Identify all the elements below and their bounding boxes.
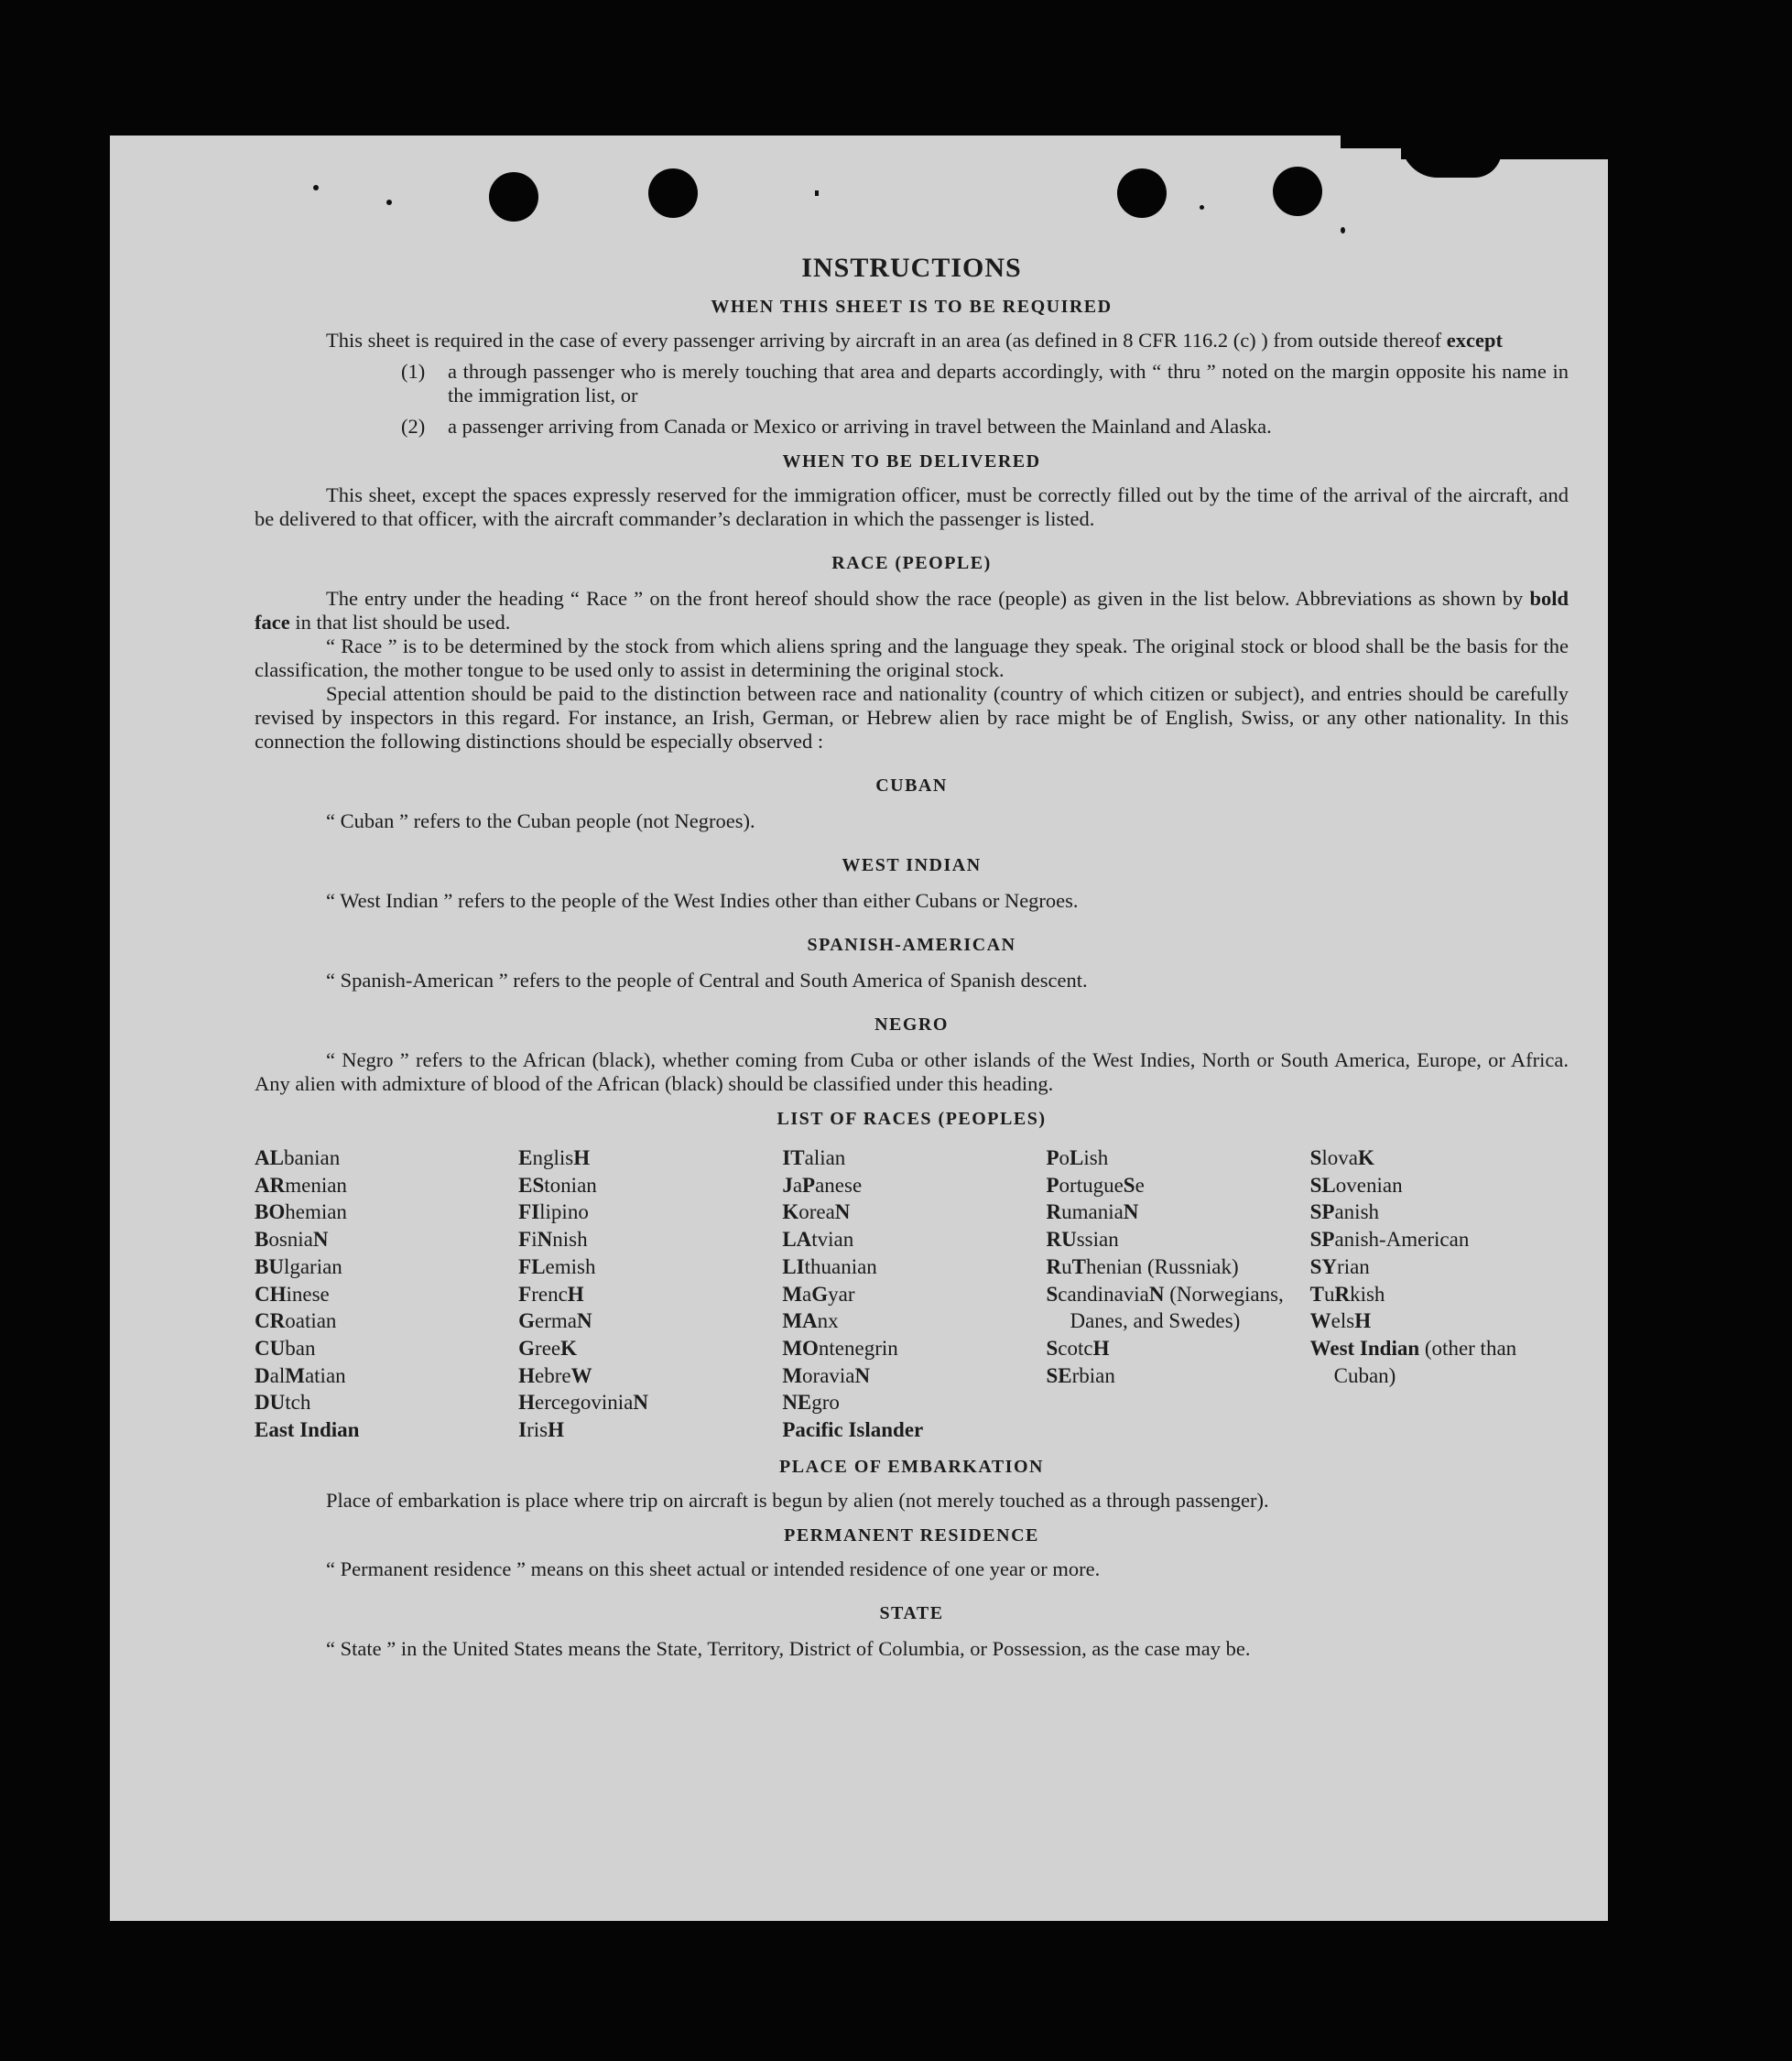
punch-hole [648, 168, 698, 218]
race-column [255, 1144, 518, 1444]
torn-corner [1341, 136, 1423, 148]
race-paragraph-3: Special attention should be paid to the distinction between race and nationality (country of which citizen or subject), and entries should be carefully revised by inspectors in this regard. For instance, an Irish, German, or Hebrew alien by race might be of English, Swiss, or any other nationality. In this connection the following distinctions should be especially observed : [255, 682, 1569, 753]
heading-negro: NEGRO [874, 1014, 949, 1035]
race-entry: BOhemian [255, 1200, 347, 1224]
exception-item: (2) a passenger arriving from Canada or Mexico or arriving in travel between the Mainland and Alaska. [401, 415, 1272, 438]
race-entry: EStonian [518, 1173, 597, 1197]
west-indian-paragraph: “ West Indian ” refers to the people of the West Indies other than either Cubans or Negroes. [326, 889, 1079, 912]
race-entry: FIlipino [518, 1200, 589, 1224]
race-entry: EnglisH [518, 1146, 591, 1169]
state-paragraph: “ State ” in the United States means the State, Territory, District of Columbia, or Possession, as the case may be. [326, 1636, 1251, 1660]
speck [313, 185, 319, 190]
heading-state: STATE [879, 1602, 944, 1623]
race-entry: WelsH [1309, 1309, 1372, 1333]
race-entry: LIthuanian [782, 1254, 877, 1278]
race-entry: CUban [255, 1336, 316, 1360]
speck [815, 190, 819, 196]
heading-west-indian: WEST INDIAN [842, 855, 982, 875]
heading-race: RACE (PEOPLE) [831, 553, 992, 573]
race-entry: LAtvian [782, 1228, 854, 1252]
race-column [1310, 1144, 1569, 1444]
race-column [1046, 1144, 1309, 1444]
embarkation-paragraph: Place of embarkation is place where trip on aircraft is begun by alien (not merely touched as a through passenger). [326, 1488, 1269, 1512]
page-title: INSTRUCTIONS [801, 253, 1022, 283]
race-entry: SPanish [1309, 1200, 1380, 1224]
race-entry: BUlgarian [255, 1254, 342, 1278]
speck [1200, 205, 1204, 210]
race-entry: SlovaK [1309, 1146, 1374, 1169]
race-entry: IrisH [518, 1418, 564, 1442]
race-entry: RuThenian (Russniak) [1046, 1254, 1239, 1278]
race-entry: Pacific Islander [782, 1418, 924, 1442]
delivered-paragraph: This sheet, except the spaces expressly reserved for the immigration officer, must be correctly filled out by the time of the arrival of the aircraft, and be delivered to that officer, with the aircraft commander’s declaration in which the passenger is listed. [255, 483, 1569, 530]
race-entry: DUtch [255, 1391, 311, 1415]
race-entry: MoraviaN [782, 1363, 871, 1387]
race-entry: TuRkish [1309, 1282, 1385, 1306]
heading-spanish-american: SPANISH-AMERICAN [807, 935, 1016, 955]
punch-hole [1117, 168, 1167, 218]
race-entry: FrencH [518, 1282, 584, 1306]
residence-paragraph: “ Permanent residence ” means on this sheet actual or intended residence of one year or more. [326, 1557, 1101, 1580]
race-entry: DalMatian [255, 1363, 346, 1387]
race-entry: East Indian [255, 1418, 360, 1442]
race-entry: KoreaN [782, 1200, 851, 1224]
race-entry: GreeK [518, 1336, 578, 1360]
race-entry: FLemish [518, 1254, 596, 1278]
race-entry: ScotcH [1046, 1336, 1110, 1360]
document-sheet [110, 136, 1608, 1921]
race-column [518, 1144, 782, 1444]
speck [1341, 227, 1345, 233]
race-entry: MOntenegrin [782, 1336, 898, 1360]
heading-embarkation: PLACE OF EMBARKATION [779, 1456, 1044, 1477]
race-entry: ScandinaviaN (Norwegians, Danes, and Swedes) [1046, 1282, 1284, 1333]
spanish-american-paragraph: “ Spanish-American ” refers to the people of Central and South America of Spanish descent. [326, 969, 1088, 992]
race-entry: HercegoviniaN [518, 1391, 648, 1415]
race-entry: MAnx [782, 1309, 839, 1333]
punch-hole [489, 172, 538, 222]
punch-hole [1273, 167, 1322, 216]
race-entry: JaPanese [782, 1173, 863, 1197]
heading-when-delivered: WHEN TO BE DELIVERED [782, 451, 1041, 472]
race-entry: BosniaN [255, 1228, 329, 1252]
race-paragraph-2: “ Race ” is to be determined by the stock from which aliens spring and the language they speak. The original stock or blood shall be the basis for the classification, the mother tongue to be used only to assist in determining the original stock. [255, 635, 1569, 681]
race-entry: SErbian [1046, 1363, 1115, 1387]
race-entry: MaGyar [782, 1282, 855, 1306]
race-entry: PortugueSe [1046, 1173, 1145, 1197]
negro-paragraph: “ Negro ” refers to the African (black), whether coming from Cuba or other islands of the West Indies, North or South America, Europe, or Africa. Any alien with admixture of blood of the African (black) should be classified under this heading. [255, 1048, 1569, 1095]
race-entry: ALbanian [255, 1146, 341, 1169]
race-entry: CHinese [255, 1282, 330, 1306]
race-entry: ITalian [782, 1146, 846, 1169]
race-entry: ARmenian [255, 1173, 347, 1197]
heading-list-of-races: LIST OF RACES (PEOPLES) [777, 1109, 1047, 1129]
heading-when-required: WHEN THIS SHEET IS TO BE REQUIRED [711, 297, 1113, 317]
race-entry: PoLish [1046, 1146, 1109, 1169]
race-entry: RUssian [1046, 1228, 1119, 1252]
race-entry: CRoatian [255, 1309, 337, 1333]
race-entry: SPanish-American [1309, 1228, 1470, 1252]
cuban-paragraph: “ Cuban ” refers to the Cuban people (not Negroes). [326, 809, 755, 832]
race-entry: NEgro [782, 1391, 840, 1415]
race-entry: RumaniaN [1046, 1200, 1139, 1224]
race-entry: West Indian (other than Cuban) [1309, 1336, 1517, 1387]
race-entry: SYrian [1309, 1254, 1370, 1278]
race-entry: FiNnish [518, 1228, 588, 1252]
required-paragraph: This sheet is required in the case of every passenger arriving by aircraft in an area (as defined in 8 CFR 116.2 (c) ) from outside thereof except [326, 329, 1503, 352]
race-column [782, 1144, 1046, 1444]
race-entry: HebreW [518, 1363, 592, 1387]
speck [386, 200, 392, 205]
exception-item: (1) a through passenger who is merely touching that area and departs accordingly, with “ thru ” noted on the margin opposite his name in the immigration list, or [401, 360, 1569, 407]
heading-permanent-residence: PERMANENT RESIDENCE [784, 1524, 1039, 1546]
race-entry: GermaN [518, 1309, 592, 1333]
race-paragraph-1: The entry under the heading “ Race ” on the front hereof should show the race (people) as given in the list below. Abbreviations as shown by bold face in that list should be used. [255, 587, 1569, 634]
race-entry: SLovenian [1309, 1173, 1403, 1197]
instructions-body [255, 253, 1569, 1661]
heading-cuban: CUBAN [875, 776, 948, 796]
race-list [255, 1144, 1569, 1444]
